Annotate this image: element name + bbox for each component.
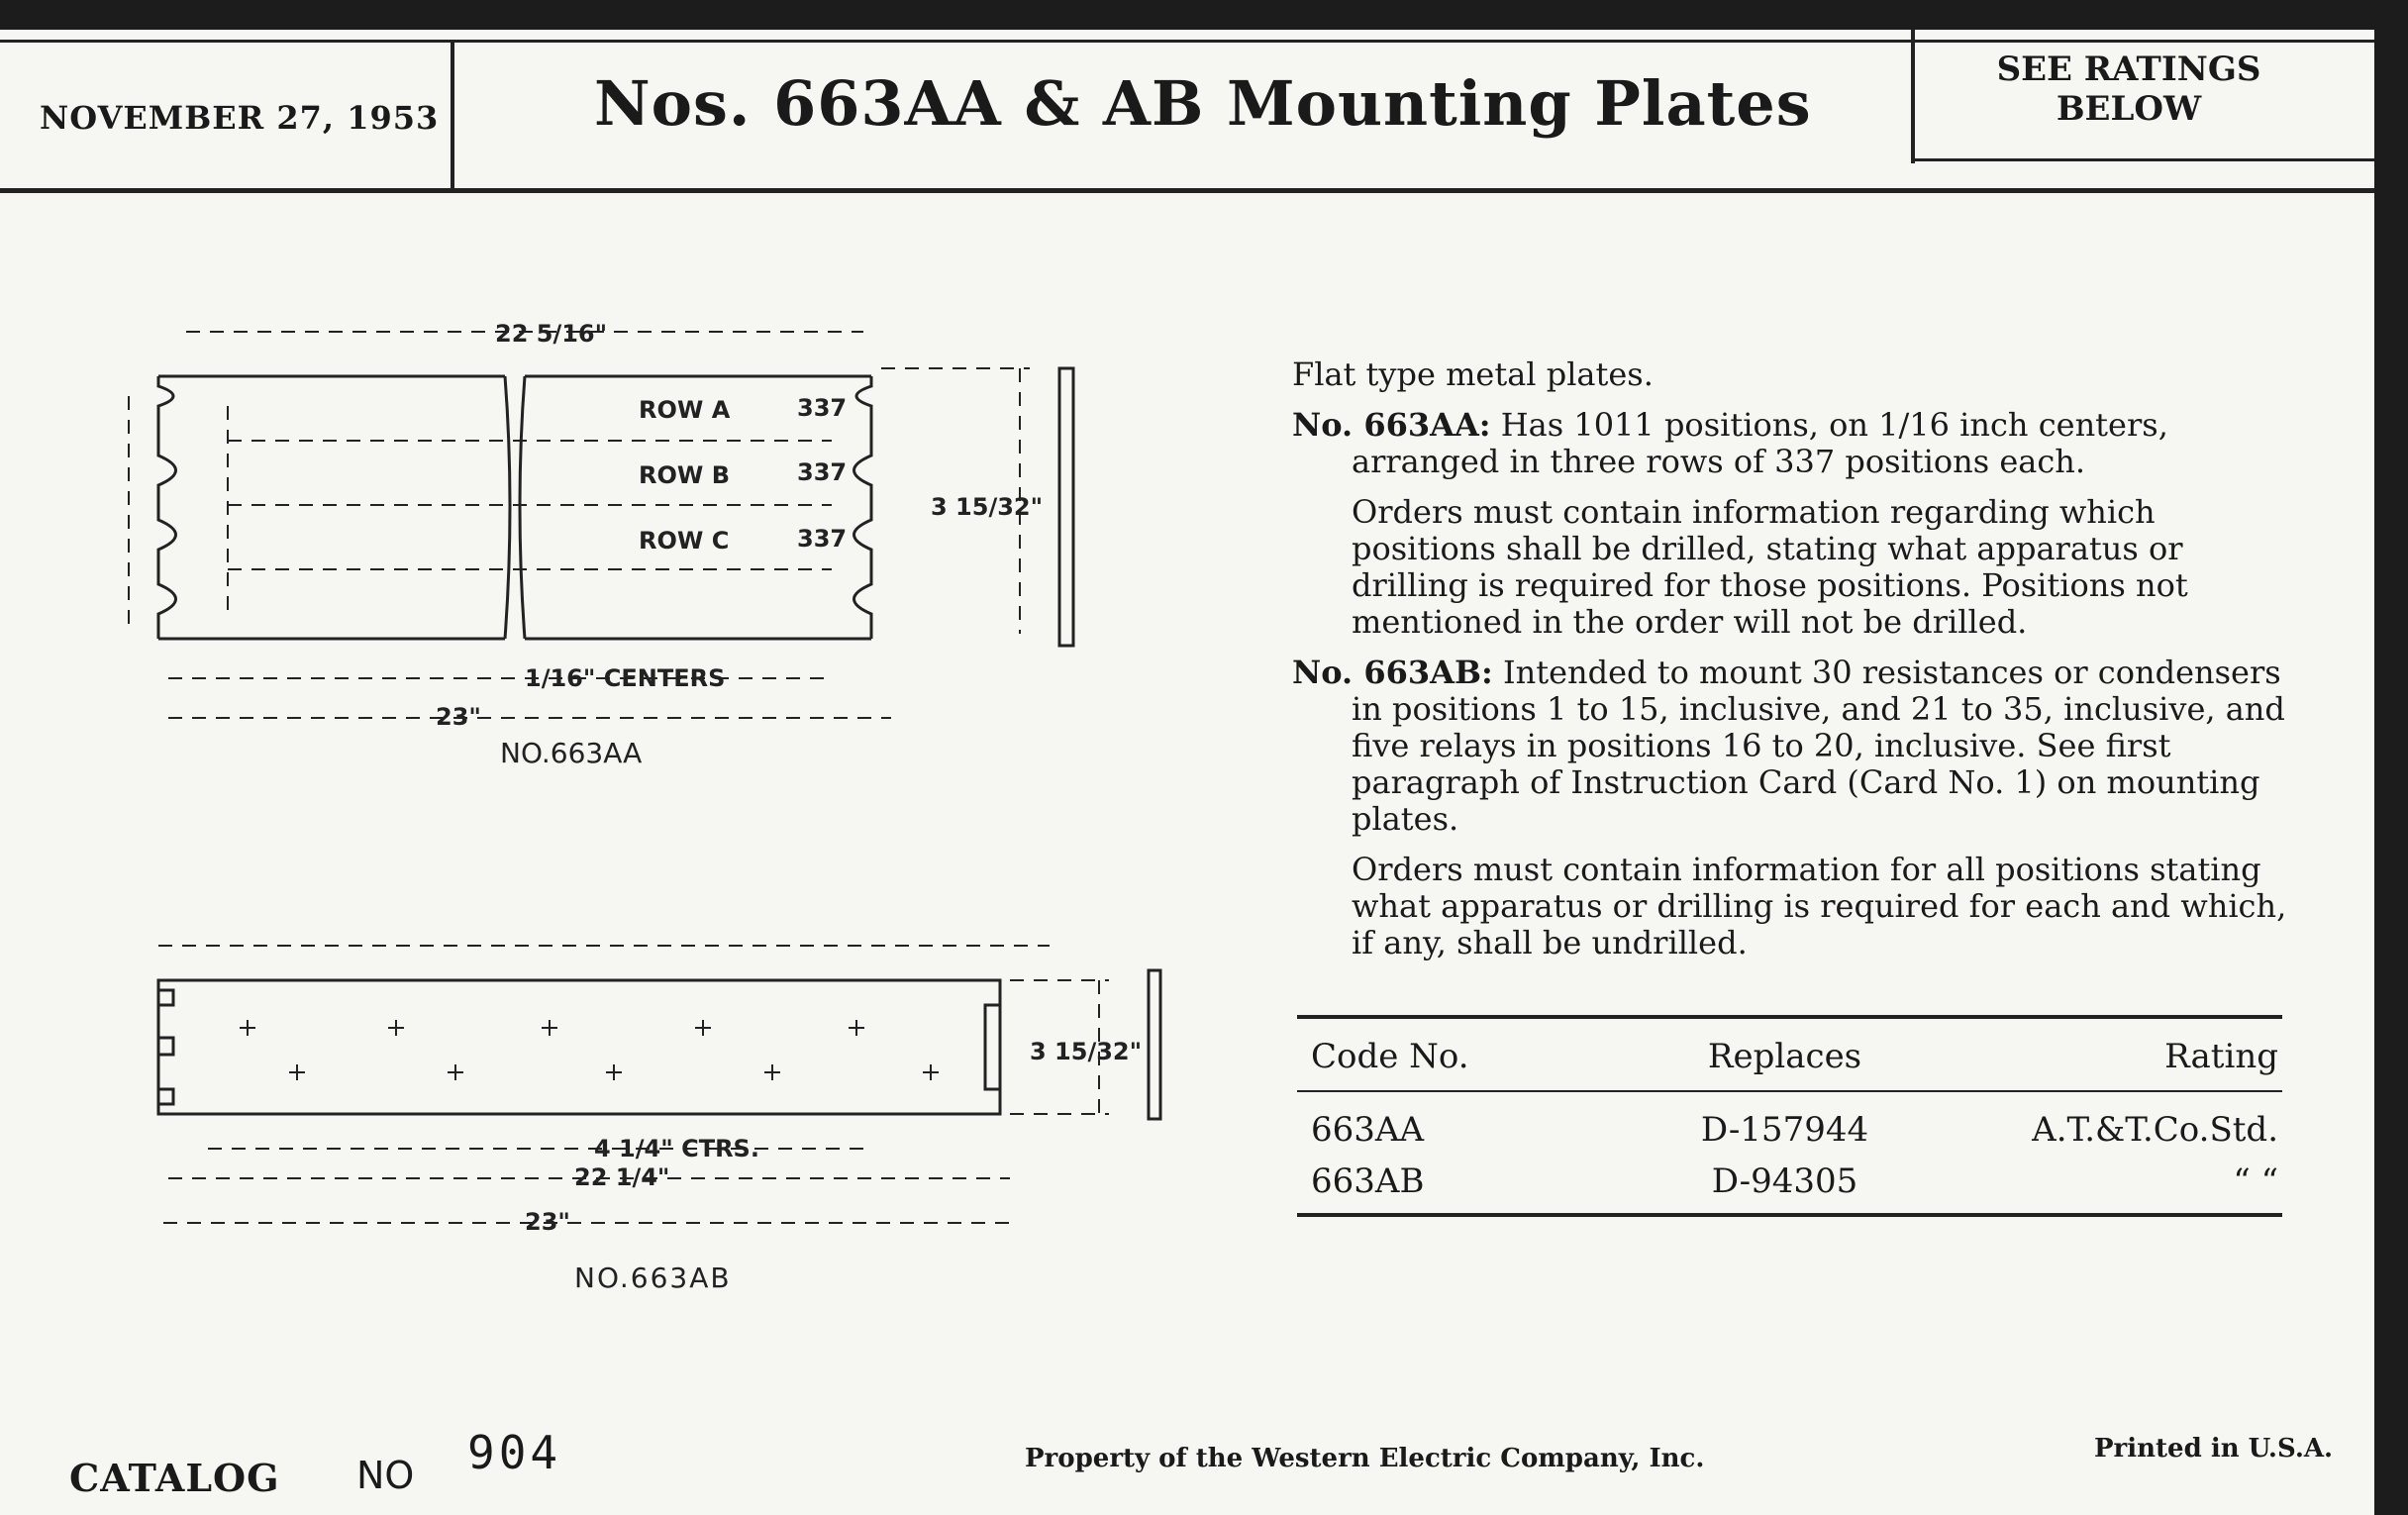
header-bottom-rule bbox=[0, 188, 2374, 193]
aa-row-a-label: ROW A bbox=[639, 396, 731, 424]
header-ratings-note bbox=[1941, 50, 2317, 129]
footer-no-label: NO bbox=[356, 1454, 415, 1497]
ratings-note-line1: SEE RATINGS bbox=[1996, 50, 2261, 89]
description-663ab-orders: Orders must contain information for all positions stating what apparatus or drilling is required for each and which, if any, shall be undrilled. bbox=[1352, 851, 2287, 961]
header-top-rule bbox=[0, 40, 2374, 43]
plate-663aa-dimension-lines bbox=[129, 332, 1030, 718]
ab-height-dimension: 3 15/32" bbox=[1030, 1038, 1143, 1065]
header-code-no: Code No. bbox=[1297, 1017, 1622, 1091]
cell-code: 663AA bbox=[1311, 1110, 1425, 1150]
aa-row-b-count: 337 bbox=[797, 458, 848, 486]
aa-drawing-label: NO.663AA bbox=[500, 737, 643, 769]
description-663aa-label: No. 663AA: bbox=[1292, 406, 1491, 444]
plate-663ab-position-marks bbox=[240, 1020, 939, 1080]
header-rating: Rating bbox=[1948, 1017, 2282, 1091]
header-right-rule bbox=[1911, 158, 2374, 161]
description-663ab-text: Intended to mount 30 resistances or condensers in positions 1 to 15, inclusive, and 21 to 35, inclusive, and five relays in positions 16 to 20, inclusive. See first paragraph of Instruction Card (Card No. 1) on mounting plates. bbox=[1352, 654, 2285, 838]
ab-centers-dimension: 4 1/4" CTRS. bbox=[594, 1135, 759, 1162]
description-663ab bbox=[1292, 655, 2287, 838]
footer-printed-notice: Printed in U.S.A. bbox=[2094, 1434, 2334, 1464]
aa-total-width-dimension: 23" bbox=[436, 703, 481, 731]
page-title: Nos. 663AA & AB Mounting Plates bbox=[594, 67, 1812, 140]
description-663aa-text: Has 1011 positions, on 1/16 inch centers, arranged in three rows of 337 positions each. bbox=[1352, 406, 2168, 480]
aa-height-dimension: 3 15/32" bbox=[931, 493, 1044, 521]
ab-total-width-dimension: 23" bbox=[525, 1208, 570, 1236]
aa-row-a-count: 337 bbox=[797, 394, 848, 422]
table-row bbox=[1297, 1091, 2282, 1156]
cell-code: 663AB bbox=[1297, 1156, 1622, 1215]
cell-replaces: D-157944 bbox=[1700, 1110, 1869, 1150]
cell-rating: A.T.&T.Co.Std. bbox=[2032, 1110, 2278, 1150]
header-replaces: Replaces bbox=[1622, 1017, 1947, 1091]
ratings-table bbox=[1297, 1015, 2282, 1217]
aa-centers-dimension: 1/16" CENTERS bbox=[525, 664, 726, 692]
header-divider-right bbox=[1911, 30, 1915, 163]
cell-replaces: D-94305 bbox=[1622, 1156, 1947, 1215]
header-divider-left bbox=[451, 40, 454, 193]
aa-row-c-label: ROW C bbox=[639, 527, 730, 555]
description-663ab-label: No. 663AB: bbox=[1292, 654, 1493, 691]
footer-catalog-label: CATALOG bbox=[69, 1456, 280, 1500]
description-663aa-orders: Orders must contain information regarding which positions shall be drilled, stating what apparatus or drilling is required for those positions. Positions not mentioned in the order will not be drilled. bbox=[1352, 493, 2188, 641]
aa-row-b-label: ROW B bbox=[639, 461, 731, 489]
cell-rating: “ “ bbox=[1948, 1156, 2282, 1215]
header-date: NOVEMBER 27, 1953 bbox=[40, 99, 440, 137]
footer-catalog-number: 904 bbox=[467, 1426, 562, 1479]
description-block bbox=[1292, 356, 2287, 975]
plate-663ab-outline bbox=[158, 970, 1160, 1119]
table-row bbox=[1297, 1156, 2282, 1215]
ratings-table-header-row bbox=[1297, 1017, 2282, 1091]
footer-property-notice: Property of the Western Electric Company, Inc. bbox=[1025, 1444, 1705, 1473]
technical-drawings bbox=[59, 297, 1228, 1347]
description-intro: Flat type metal plates. bbox=[1292, 355, 1654, 393]
ab-width-dimension: 22 1/4" bbox=[574, 1163, 670, 1191]
aa-row-c-count: 337 bbox=[797, 525, 848, 553]
description-663aa bbox=[1292, 407, 2287, 480]
aa-width-dimension: 22 5/16" bbox=[495, 320, 608, 348]
ratings-note-line2: BELOW bbox=[2056, 89, 2202, 129]
ab-drawing-label: NO.663AB bbox=[574, 1262, 732, 1294]
